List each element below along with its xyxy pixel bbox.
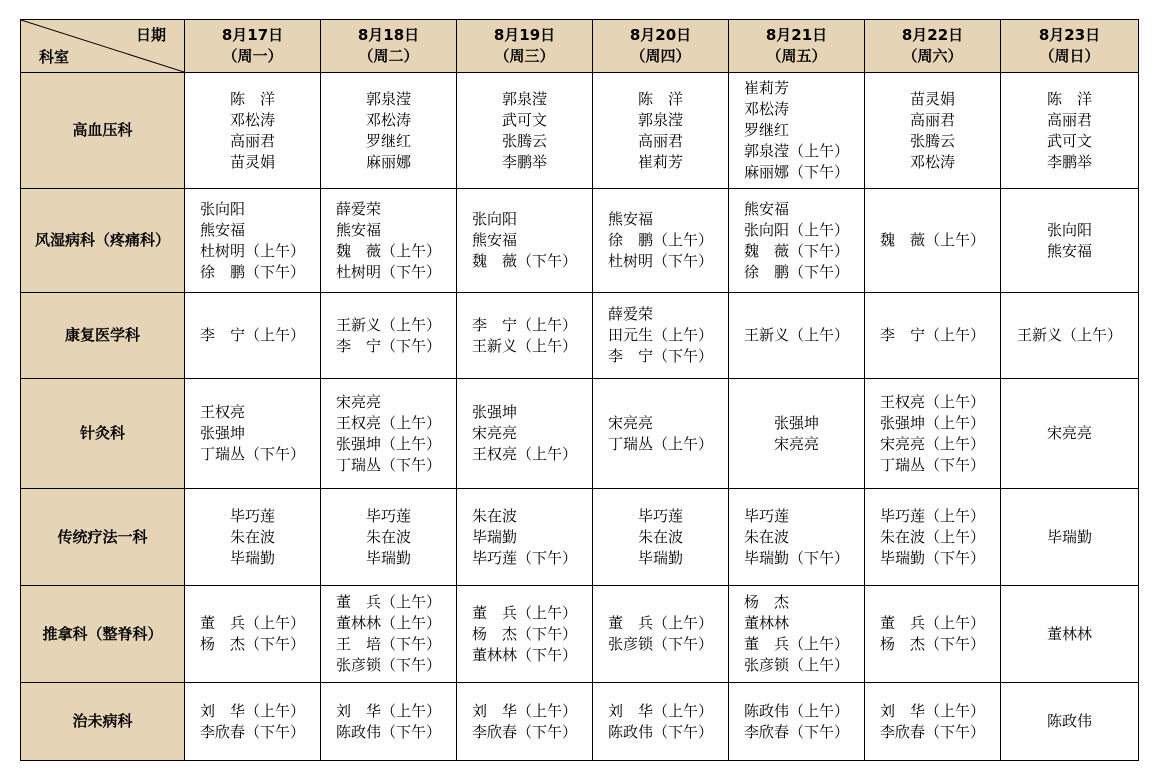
duty-list bbox=[880, 613, 985, 655]
department-name: 风湿病科（疼痛科） bbox=[21, 189, 185, 293]
staff-entry: 高丽君 bbox=[1046, 110, 1092, 129]
duty-cell bbox=[321, 293, 457, 379]
corner-date-label: 日期 bbox=[135, 26, 166, 44]
staff-entry: 熊安福 bbox=[1046, 241, 1092, 260]
duty-cell bbox=[1001, 586, 1139, 683]
day-header bbox=[729, 20, 865, 73]
duty-cell bbox=[185, 73, 321, 189]
duty-list bbox=[502, 89, 547, 173]
duty-list bbox=[744, 701, 849, 743]
department-name: 康复医学科 bbox=[21, 293, 185, 379]
day-week: （周一） bbox=[222, 47, 283, 65]
staff-entry: 朱在波 bbox=[471, 506, 517, 525]
staff-entry: 朱在波 bbox=[637, 527, 683, 546]
duty-list bbox=[744, 592, 849, 676]
duty-cell bbox=[321, 379, 457, 489]
staff-entry: 张强坤（上午） bbox=[879, 413, 985, 432]
staff-entry: 熊安福 bbox=[199, 220, 245, 239]
staff-entry: 陈 洋 bbox=[229, 89, 275, 108]
duty-list bbox=[366, 506, 411, 569]
staff-entry: 杨 杰（下午） bbox=[879, 635, 985, 653]
staff-entry: 刘 华（上午） bbox=[471, 701, 577, 720]
staff-entry: 陈 洋 bbox=[637, 89, 683, 108]
staff-entry: 王新义（上午） bbox=[1016, 326, 1122, 344]
staff-entry: 魏 薇（下午） bbox=[471, 252, 577, 270]
staff-entry: 李 宁（上午） bbox=[471, 315, 577, 334]
table-row bbox=[21, 586, 1139, 683]
duty-list bbox=[1047, 527, 1092, 548]
staff-entry: 董 兵（上午） bbox=[471, 603, 577, 622]
staff-entry: 毕瑞勤 bbox=[365, 548, 411, 567]
duty-cell bbox=[865, 489, 1001, 586]
duty-cell bbox=[185, 379, 321, 489]
staff-entry: 杨 杰（下午） bbox=[199, 635, 305, 653]
staff-entry: 李 宁（下午） bbox=[607, 347, 713, 365]
staff-entry: 董林林 bbox=[743, 614, 789, 632]
day-header bbox=[321, 20, 457, 73]
table-row bbox=[21, 189, 1139, 293]
staff-entry: 宋亮亮 bbox=[335, 392, 381, 411]
staff-entry: 毕瑞勤（下午） bbox=[743, 548, 849, 567]
staff-entry: 高丽君 bbox=[229, 131, 275, 150]
duty-cell bbox=[593, 586, 729, 683]
staff-entry: 李欣春（下午） bbox=[879, 722, 985, 741]
table-row bbox=[21, 489, 1139, 586]
duty-list bbox=[608, 613, 713, 655]
duty-list bbox=[200, 613, 305, 655]
staff-entry: 陈政伟（下午） bbox=[335, 722, 441, 741]
duty-list bbox=[880, 230, 985, 251]
staff-entry: 王新义（上午） bbox=[335, 315, 441, 334]
duty-list bbox=[744, 199, 849, 283]
duty-list bbox=[608, 209, 713, 272]
day-header bbox=[865, 20, 1001, 73]
staff-entry: 魏 薇（上午） bbox=[335, 241, 441, 260]
duty-cell bbox=[321, 189, 457, 293]
staff-entry: 毕巧莲 bbox=[743, 506, 789, 525]
staff-entry: 张彦锁（下午） bbox=[607, 635, 713, 653]
department-name: 针灸科 bbox=[21, 379, 185, 489]
duty-list bbox=[336, 392, 441, 476]
duty-cell bbox=[865, 379, 1001, 489]
table-row bbox=[21, 379, 1139, 489]
duty-cell bbox=[593, 379, 729, 489]
staff-entry: 崔莉芳 bbox=[743, 79, 789, 97]
duty-cell bbox=[185, 586, 321, 683]
duty-cell bbox=[729, 379, 865, 489]
staff-entry: 董 兵（上午） bbox=[607, 614, 713, 632]
duty-list bbox=[880, 506, 985, 569]
staff-entry: 丁瑞丛（下午） bbox=[199, 445, 305, 463]
staff-entry: 李 宁（上午） bbox=[879, 326, 985, 344]
staff-entry: 郭泉滢 bbox=[365, 89, 411, 108]
day-week: （周三） bbox=[494, 47, 555, 65]
staff-entry: 刘 华（上午） bbox=[335, 701, 441, 720]
staff-entry: 王权亮（上午） bbox=[471, 445, 577, 463]
duty-cell bbox=[185, 489, 321, 586]
staff-entry: 郭泉滢 bbox=[501, 89, 547, 108]
staff-entry: 邓松涛 bbox=[743, 100, 789, 118]
duty-list bbox=[1047, 624, 1092, 645]
staff-entry: 杨 杰（下午） bbox=[471, 624, 577, 643]
duty-cell bbox=[321, 586, 457, 683]
day-header bbox=[457, 20, 593, 73]
day-date: 8月18日 bbox=[357, 26, 420, 44]
staff-entry: 徐 鹏（上午） bbox=[607, 231, 713, 249]
staff-entry: 杜树明（下午） bbox=[335, 262, 441, 281]
staff-entry: 熊安福 bbox=[607, 210, 653, 228]
duty-list bbox=[200, 402, 305, 465]
staff-entry: 宋亮亮 bbox=[1046, 424, 1092, 442]
duty-list bbox=[774, 413, 819, 455]
staff-entry: 董 兵（上午） bbox=[335, 593, 441, 611]
duty-list bbox=[1047, 711, 1092, 732]
staff-entry: 毕巧莲（上午） bbox=[879, 506, 985, 525]
duty-cell bbox=[729, 293, 865, 379]
staff-entry: 王新义（上午） bbox=[743, 326, 849, 344]
duty-cell bbox=[1001, 293, 1139, 379]
staff-entry: 邓松涛 bbox=[909, 152, 955, 171]
staff-entry: 宋亮亮 bbox=[607, 413, 653, 432]
staff-entry: 杜树明（上午） bbox=[199, 241, 305, 260]
day-week: （周日） bbox=[1039, 47, 1100, 65]
duty-cell bbox=[729, 489, 865, 586]
duty-cell bbox=[457, 379, 593, 489]
duty-list bbox=[1017, 325, 1122, 346]
staff-entry: 董 兵（上午） bbox=[879, 614, 985, 632]
staff-entry: 李欣春（下午） bbox=[199, 722, 305, 741]
staff-entry: 丁瑞丛（下午） bbox=[879, 455, 985, 474]
day-date: 8月20日 bbox=[629, 26, 692, 44]
staff-entry: 宋亮亮（上午） bbox=[879, 434, 985, 453]
staff-entry: 董 兵（上午） bbox=[743, 635, 849, 653]
staff-entry: 毕瑞勤 bbox=[229, 548, 275, 567]
duty-cell bbox=[185, 683, 321, 761]
duty-cell bbox=[865, 586, 1001, 683]
staff-entry: 武可文 bbox=[1046, 131, 1092, 150]
duty-list bbox=[1047, 89, 1092, 173]
duty-cell bbox=[185, 293, 321, 379]
duty-list bbox=[336, 199, 441, 283]
duty-schedule-table bbox=[20, 19, 1139, 761]
duty-list bbox=[638, 89, 683, 173]
duty-cell bbox=[1001, 379, 1139, 489]
duty-list bbox=[472, 506, 577, 569]
staff-entry: 刘 华（上午） bbox=[607, 701, 713, 720]
staff-entry: 杨 杰 bbox=[743, 593, 789, 611]
staff-entry: 王权亮（上午） bbox=[879, 392, 985, 411]
duty-list bbox=[200, 199, 305, 283]
duty-cell bbox=[321, 73, 457, 189]
duty-list bbox=[472, 209, 577, 272]
duty-list bbox=[608, 304, 713, 367]
staff-entry: 崔莉芳 bbox=[637, 152, 683, 171]
department-name: 治未病科 bbox=[21, 683, 185, 761]
staff-entry: 李 宁（下午） bbox=[335, 336, 441, 355]
staff-entry: 徐 鹏（下午） bbox=[743, 262, 849, 281]
staff-entry: 郭泉滢 bbox=[637, 110, 683, 129]
duty-cell bbox=[593, 293, 729, 379]
staff-entry: 邓松涛 bbox=[229, 110, 275, 129]
staff-entry: 高丽君 bbox=[909, 110, 955, 129]
duty-cell bbox=[1001, 683, 1139, 761]
duty-list bbox=[472, 701, 577, 743]
staff-entry: 陈政伟（下午） bbox=[607, 722, 713, 741]
duty-cell bbox=[1001, 189, 1139, 293]
duty-cell bbox=[1001, 489, 1139, 586]
department-name: 推拿科（整脊科） bbox=[21, 586, 185, 683]
day-week: （周四） bbox=[630, 47, 691, 65]
staff-entry: 麻丽娜 bbox=[365, 152, 411, 171]
staff-entry: 魏 薇（上午） bbox=[879, 231, 985, 249]
header-row bbox=[21, 20, 1139, 73]
staff-entry: 毕瑞勤（下午） bbox=[879, 548, 985, 567]
staff-entry: 董 兵（上午） bbox=[199, 614, 305, 632]
staff-entry: 毕瑞勤 bbox=[1046, 527, 1092, 546]
duty-list bbox=[608, 413, 713, 455]
staff-entry: 董林林（上午） bbox=[335, 614, 441, 632]
staff-entry: 张腾云 bbox=[909, 131, 955, 150]
duty-cell bbox=[729, 73, 865, 189]
day-week: （周二） bbox=[358, 47, 419, 65]
staff-entry: 王权亮 bbox=[199, 403, 245, 421]
staff-entry: 宋亮亮 bbox=[773, 434, 819, 453]
table-row bbox=[21, 683, 1139, 761]
staff-entry: 陈 洋 bbox=[1046, 89, 1092, 108]
staff-entry: 田元生（上午） bbox=[607, 326, 713, 344]
duty-list bbox=[744, 78, 849, 183]
day-week: （周五） bbox=[766, 47, 827, 65]
duty-list bbox=[200, 701, 305, 743]
duty-cell bbox=[457, 73, 593, 189]
department-name: 高血压科 bbox=[21, 73, 185, 189]
day-header bbox=[185, 20, 321, 73]
staff-entry: 陈政伟 bbox=[1046, 712, 1092, 730]
staff-entry: 苗灵娟 bbox=[909, 89, 955, 108]
duty-list bbox=[336, 315, 441, 357]
staff-entry: 丁瑞丛（下午） bbox=[335, 455, 441, 474]
staff-entry: 张强坤 bbox=[773, 413, 819, 432]
duty-cell bbox=[1001, 73, 1139, 189]
corner-header-cell bbox=[21, 20, 185, 73]
staff-entry: 熊安福 bbox=[471, 231, 517, 249]
duty-list bbox=[608, 701, 713, 743]
staff-entry: 麻丽娜（下午） bbox=[743, 163, 849, 181]
staff-entry: 刘 华（上午） bbox=[199, 701, 305, 720]
day-header bbox=[1001, 20, 1139, 73]
staff-entry: 董林林（下午） bbox=[471, 645, 577, 664]
staff-entry: 王新义（上午） bbox=[471, 336, 577, 355]
staff-entry: 张强坤（上午） bbox=[335, 434, 441, 453]
duty-cell bbox=[865, 189, 1001, 293]
staff-entry: 李欣春（下午） bbox=[471, 722, 577, 741]
staff-entry: 丁瑞丛（上午） bbox=[607, 434, 713, 453]
duty-cell bbox=[457, 293, 593, 379]
staff-entry: 张向阳 bbox=[199, 199, 245, 218]
duty-cell bbox=[457, 189, 593, 293]
staff-entry: 毕巧莲 bbox=[365, 506, 411, 525]
duty-list bbox=[200, 325, 305, 346]
day-date: 8月17日 bbox=[221, 26, 284, 44]
staff-entry: 邓松涛 bbox=[365, 110, 411, 129]
table-row bbox=[21, 293, 1139, 379]
duty-cell bbox=[865, 293, 1001, 379]
staff-entry: 毕瑞勤 bbox=[637, 548, 683, 567]
staff-entry: 张向阳 bbox=[1046, 220, 1092, 239]
day-week: （周六） bbox=[902, 47, 963, 65]
duty-cell bbox=[457, 586, 593, 683]
staff-entry: 张彦锁（下午） bbox=[335, 656, 441, 674]
duty-list bbox=[880, 392, 985, 476]
staff-entry: 王权亮（上午） bbox=[335, 413, 441, 432]
duty-cell bbox=[457, 489, 593, 586]
staff-entry: 朱在波 bbox=[743, 527, 789, 546]
duty-cell bbox=[321, 683, 457, 761]
duty-cell bbox=[729, 683, 865, 761]
duty-list bbox=[1047, 220, 1092, 262]
staff-entry: 熊安福 bbox=[743, 199, 789, 218]
staff-entry: 张强坤 bbox=[199, 424, 245, 442]
duty-list bbox=[336, 592, 441, 676]
duty-list bbox=[230, 89, 275, 173]
duty-list bbox=[880, 701, 985, 743]
staff-entry: 王 培（下午） bbox=[335, 635, 441, 653]
day-date: 8月22日 bbox=[901, 26, 964, 44]
duty-list bbox=[472, 603, 577, 666]
staff-entry: 朱在波 bbox=[365, 527, 411, 546]
duty-cell bbox=[865, 683, 1001, 761]
duty-cell bbox=[593, 683, 729, 761]
duty-list bbox=[744, 506, 849, 569]
staff-entry: 李鹏举 bbox=[501, 152, 547, 171]
staff-entry: 徐 鹏（下午） bbox=[199, 262, 305, 281]
duty-list bbox=[880, 325, 985, 346]
staff-entry: 魏 薇（下午） bbox=[743, 241, 849, 260]
staff-entry: 高丽君 bbox=[637, 131, 683, 150]
duty-list bbox=[1047, 423, 1092, 444]
staff-entry: 李鹏举 bbox=[1046, 152, 1092, 171]
duty-cell bbox=[865, 73, 1001, 189]
corner-dept-label: 科室 bbox=[39, 48, 70, 66]
staff-entry: 毕巧莲（下午） bbox=[471, 548, 577, 567]
staff-entry: 薛爱荣 bbox=[607, 305, 653, 323]
day-date: 8月23日 bbox=[1038, 26, 1101, 44]
department-name: 传统疗法一科 bbox=[21, 489, 185, 586]
day-date: 8月19日 bbox=[493, 26, 556, 44]
staff-entry: 杜树明（下午） bbox=[607, 252, 713, 270]
staff-entry: 陈政伟（上午） bbox=[743, 701, 849, 720]
staff-entry: 张腾云 bbox=[501, 131, 547, 150]
table-row bbox=[21, 73, 1139, 189]
duty-list bbox=[366, 89, 411, 173]
staff-entry: 朱在波 bbox=[229, 527, 275, 546]
duty-list bbox=[230, 506, 275, 569]
staff-entry: 罗继红 bbox=[365, 131, 411, 150]
staff-entry: 薛爱荣 bbox=[335, 199, 381, 218]
staff-entry: 刘 华（上午） bbox=[879, 701, 985, 720]
staff-entry: 张向阳（上午） bbox=[743, 220, 849, 239]
staff-entry: 毕瑞勤 bbox=[471, 527, 517, 546]
duty-cell bbox=[593, 489, 729, 586]
duty-cell bbox=[321, 489, 457, 586]
staff-entry: 张强坤 bbox=[471, 403, 517, 421]
staff-entry: 董林林 bbox=[1046, 624, 1092, 643]
staff-entry: 武可文 bbox=[501, 110, 547, 129]
duty-list bbox=[910, 89, 955, 173]
staff-entry: 朱在波（上午） bbox=[879, 527, 985, 546]
day-date: 8月21日 bbox=[765, 26, 828, 44]
staff-entry: 张向阳 bbox=[471, 210, 517, 228]
staff-entry: 郭泉滢（上午） bbox=[743, 142, 849, 160]
staff-entry: 苗灵娟 bbox=[229, 152, 275, 171]
staff-entry: 熊安福 bbox=[335, 220, 381, 239]
duty-cell bbox=[593, 189, 729, 293]
staff-entry: 罗继红 bbox=[743, 121, 789, 139]
staff-entry: 毕巧莲 bbox=[637, 506, 683, 525]
schedule-body bbox=[21, 73, 1139, 761]
duty-list bbox=[336, 701, 441, 743]
staff-entry: 张彦锁（上午） bbox=[743, 656, 849, 674]
staff-entry: 李欣春（下午） bbox=[743, 722, 849, 741]
staff-entry: 李 宁（上午） bbox=[199, 326, 305, 344]
staff-entry: 宋亮亮 bbox=[471, 424, 517, 442]
duty-list bbox=[472, 315, 577, 357]
duty-cell bbox=[729, 586, 865, 683]
day-header bbox=[593, 20, 729, 73]
duty-list bbox=[472, 402, 577, 465]
duty-cell bbox=[185, 189, 321, 293]
duty-cell bbox=[457, 683, 593, 761]
duty-list bbox=[744, 325, 849, 346]
duty-cell bbox=[729, 189, 865, 293]
staff-entry: 毕巧莲 bbox=[229, 506, 275, 525]
duty-list bbox=[638, 506, 683, 569]
duty-cell bbox=[593, 73, 729, 189]
